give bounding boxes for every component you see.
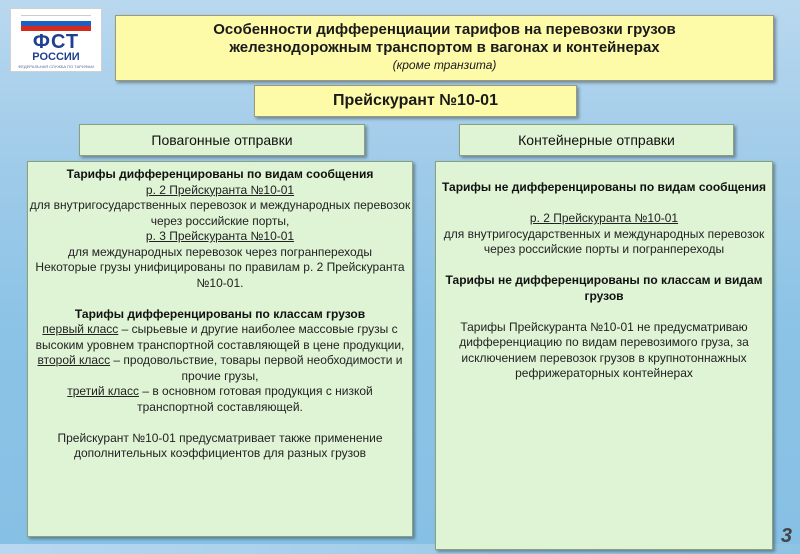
class-2-text: – продовольствие, товары первой необходимости и прочие грузы, bbox=[110, 353, 403, 383]
class-1-label: первый класс bbox=[42, 322, 119, 336]
left-p1-text1: для внутригосударственных перевозок и международных перевозок через российские порты, bbox=[29, 198, 411, 228]
left-p2-title: Тарифы дифференцированы по классам грузов bbox=[74, 306, 366, 321]
right-p1-text: для внутригосударственных и международных перевозок через российские порты и погранпереходы bbox=[443, 226, 765, 256]
flag-icon bbox=[21, 15, 91, 31]
logo-sub: РОССИИ bbox=[32, 51, 80, 63]
left-p1-text3: Некоторые грузы унифицированы по правилам р. 2 Прейскуранта №10-01. bbox=[35, 260, 405, 290]
slide-title bbox=[115, 15, 774, 81]
left-p1-ref1: р. 2 Прейскуранта №10-01 bbox=[145, 182, 295, 197]
class-3-item bbox=[28, 384, 412, 415]
title-line-1: Особенности дифференциации тарифов на перевозки грузов bbox=[213, 21, 676, 38]
right-p1-ref: р. 2 Прейскуранта №10-01 bbox=[529, 211, 679, 225]
price-list-header: Прейскурант №10-01 bbox=[254, 85, 577, 117]
container-shipments-panel bbox=[435, 161, 773, 550]
left-p3-text: Прейскурант №10-01 предусматривает также применение дополнительных коэффициентов для разных грузов bbox=[57, 430, 383, 460]
title-line-2: железнодорожным транспортом в вагонах и контейнерах bbox=[229, 39, 660, 56]
right-p3-text: Тарифы Прейскуранта №10-01 не предусматриваю дифференциацию по видам перевозимого груза, за исключением перевозок грузов в крупнотоннажных рефрижераторных контейнерах bbox=[459, 319, 749, 380]
page-number: 3 bbox=[780, 525, 792, 547]
right-p2-title: Тарифы не дифференцированы по классам и видам грузов bbox=[445, 273, 763, 303]
logo-name: ФСТ bbox=[32, 31, 80, 53]
title-line-3: (кроме транзита) bbox=[392, 58, 497, 72]
class-1-text: – сырьевые и другие наиболее массовые грузы с высоким уровнем транспортной составляющей в цене продукции, bbox=[35, 322, 405, 352]
left-p1-title: Тарифы дифференцированы по видам сообщения bbox=[66, 167, 374, 181]
class-2-item bbox=[28, 353, 412, 384]
logo-caption: ФЕДЕРАЛЬНАЯ СЛУЖБА ПО ТАРИФАМ bbox=[18, 64, 94, 69]
left-p1-text2: для международных перевозок через погранпереходы bbox=[67, 244, 373, 259]
right-p1-title: Тарифы не дифференцированы по видам сообщения bbox=[442, 180, 766, 194]
wagon-shipments-header: Повагонные отправки bbox=[79, 124, 365, 156]
class-3-label: третий класс bbox=[67, 384, 139, 398]
class-2-label: второй класс bbox=[37, 353, 111, 367]
wagon-shipments-panel bbox=[27, 161, 413, 537]
class-1-item bbox=[28, 322, 412, 353]
left-p1-ref2: р. 3 Прейскуранта №10-01 bbox=[145, 229, 295, 243]
class-3-text: – в основном готовая продукция с низкой транспортной составляющей. bbox=[137, 384, 373, 414]
container-shipments-header: Контейнерные отправки bbox=[459, 124, 734, 156]
fst-logo bbox=[10, 8, 102, 72]
